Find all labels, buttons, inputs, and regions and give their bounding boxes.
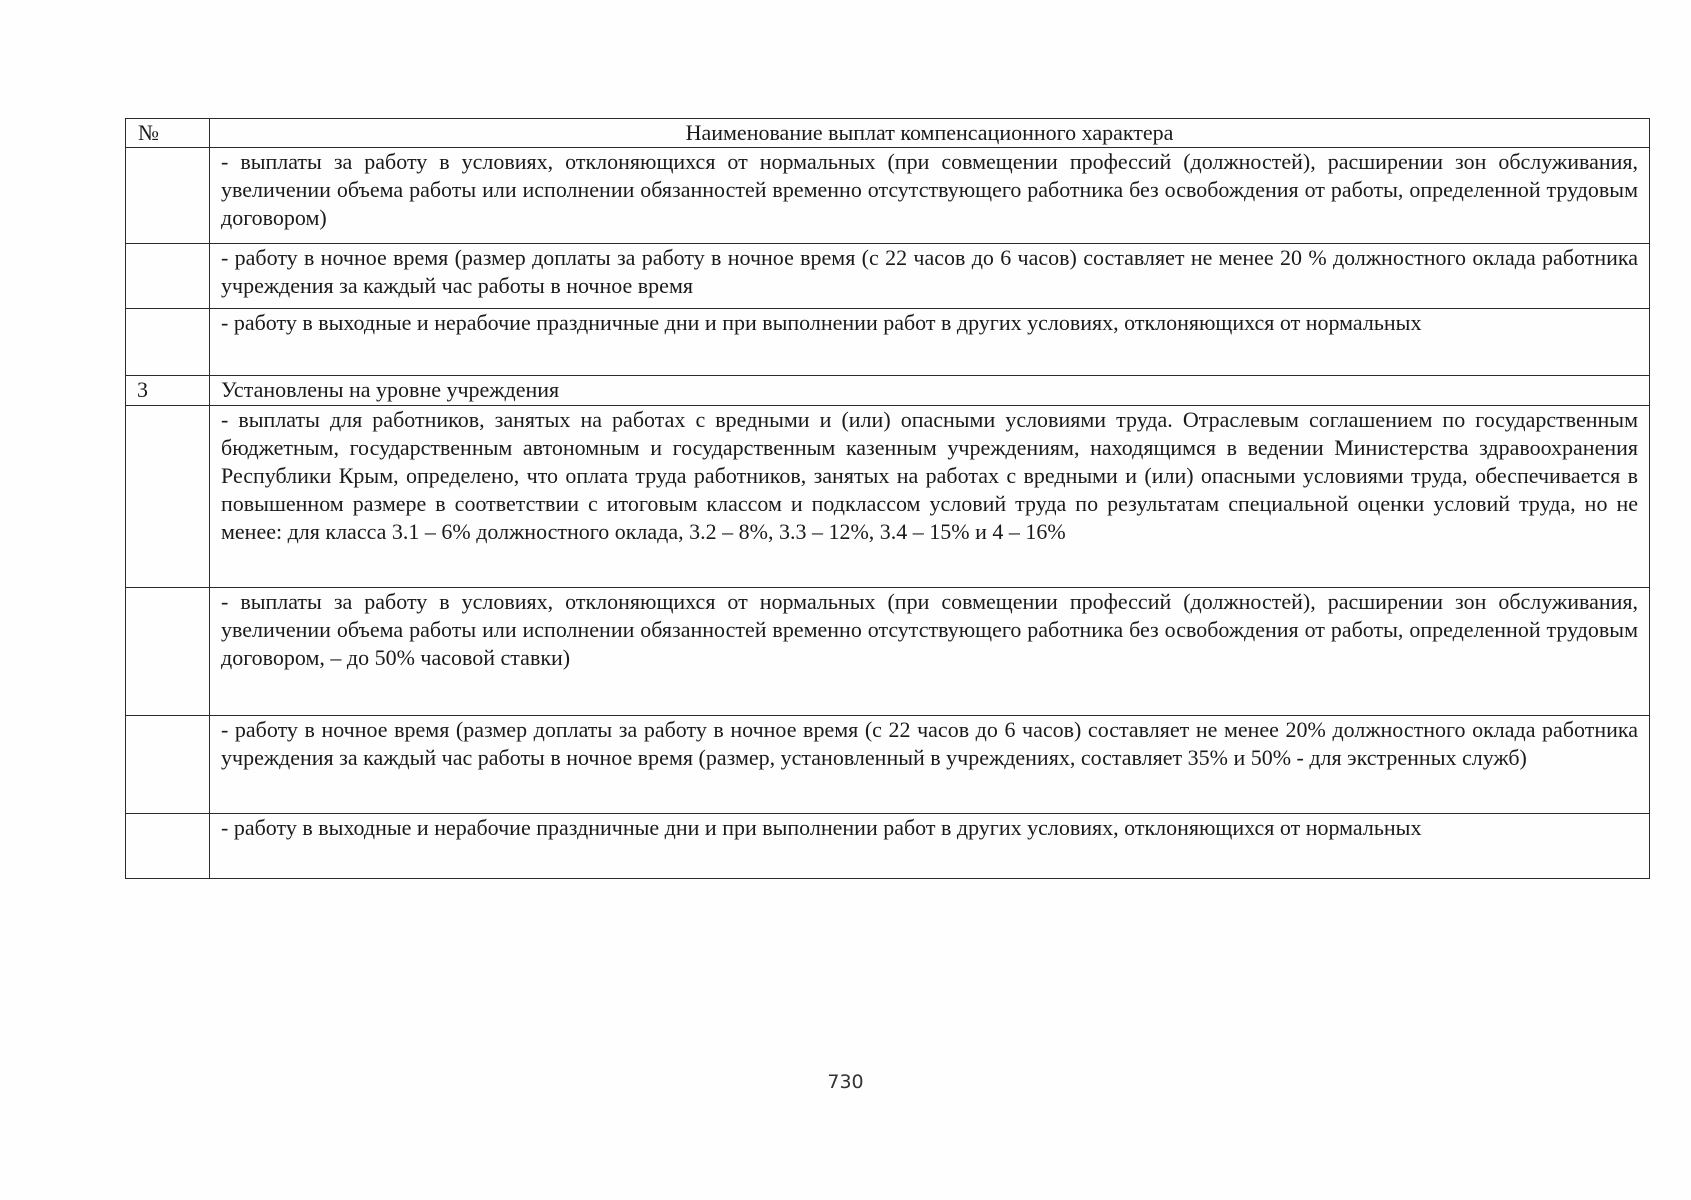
page-number: 730 <box>827 1071 864 1093</box>
column-header-number: № <box>126 119 210 148</box>
row-text-cell: - работу в ночное время (размер доплаты за работу в ночное время (с 22 часов до 6 часов) составляет не менее 20 % должностного оклада работника учреждения за каждый час работы в ночное время <box>210 244 1650 309</box>
row-number-cell <box>126 148 210 244</box>
table-row <box>126 716 1650 814</box>
row-text-cell: - работу в ночное время (размер доплаты за работу в ночное время (с 22 часов до 6 часов) составляет не менее 20% должностного оклада работника учреждения за каждый час работы в ночное время (размер, установленный в учреждениях, составляет 35% и 50% - для экстренных служб) <box>210 716 1650 814</box>
table-header-row <box>126 119 1650 148</box>
row-number-cell <box>126 588 210 716</box>
row-number-cell <box>126 406 210 588</box>
row-number-cell <box>126 244 210 309</box>
row-number-cell <box>126 716 210 814</box>
row-text-cell: Установлены на уровне учреждения <box>210 376 1650 406</box>
row-number-cell <box>126 309 210 376</box>
table-row <box>126 406 1650 588</box>
row-number-cell <box>126 814 210 879</box>
row-text-cell: - выплаты за работу в условиях, отклоняющихся от нормальных (при совмещении профессий (должностей), расширении зон обслуживания, увеличении объема работы или исполнении обязанностей временно отсутствующего работника без освобождения от работы, определенной трудовым договором) <box>210 148 1650 244</box>
compensation-payments-table <box>125 118 1650 879</box>
table-row <box>126 244 1650 309</box>
table-row <box>126 588 1650 716</box>
table-row <box>126 814 1650 879</box>
row-number-cell: 3 <box>126 376 210 406</box>
table-row <box>126 309 1650 376</box>
row-text-cell: - работу в выходные и нерабочие праздничные дни и при выполнении работ в других условиях, отклоняющихся от нормальных <box>210 309 1650 376</box>
table-row <box>126 148 1650 244</box>
row-text-cell: - работу в выходные и нерабочие праздничные дни и при выполнении работ в других условиях, отклоняющихся от нормальных <box>210 814 1650 879</box>
table-row <box>126 376 1650 406</box>
row-text-cell: - выплаты за работу в условиях, отклоняющихся от нормальных (при совмещении профессий (должностей), расширении зон обслуживания, увеличении объема работы или исполнении обязанностей временно отсутствующего работника без освобождения от работы, определенной трудовым договором, – до 50% часовой ставки) <box>210 588 1650 716</box>
column-header-name: Наименование выплат компенсационного характера <box>210 119 1650 148</box>
row-text-cell: - выплаты для работников, занятых на работах с вредными и (или) опасными условиями труда. Отраслевым соглашением по государственным бюджетным, государственным автономным и государственным казенным учреждениям, находящимся в ведении Министерства здравоохранения Республики Крым, определено, что оплата труда работников, занятых на работах с вредными и (или) опасными условиями труда, обеспечивается в повышенном размере в соответствии с итоговым классом и подклассом условий труда по результатам специальной оценки условий труда, но не менее: для класса 3.1 – 6% должностного оклада, 3.2 – 8%, 3.3 – 12%, 3.4 – 15% и 4 – 16% <box>210 406 1650 588</box>
